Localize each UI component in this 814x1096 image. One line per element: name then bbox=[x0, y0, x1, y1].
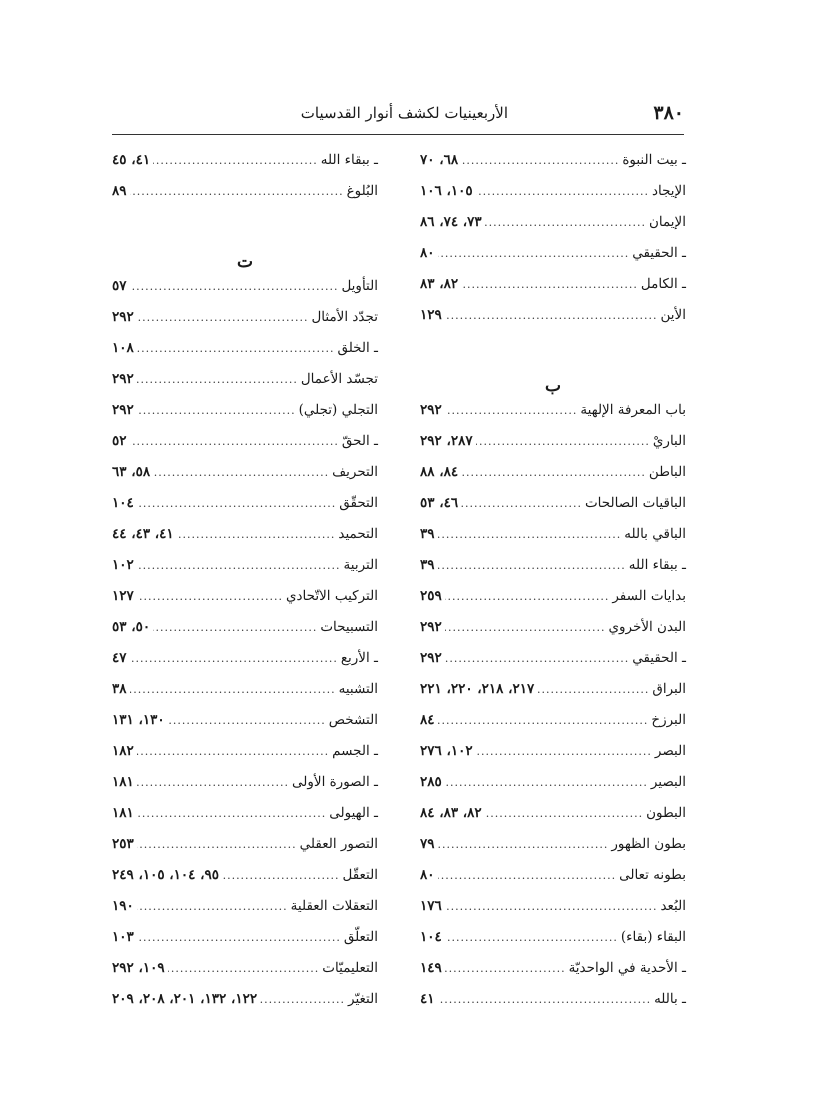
index-page-refs: ٧٣، ٧٤، ٨٦ bbox=[420, 214, 482, 230]
index-term: التعلّق bbox=[343, 929, 378, 945]
index-term: بدايات السفر bbox=[612, 588, 686, 604]
index-entry bbox=[420, 433, 686, 464]
index-page-refs: ١٢٧ bbox=[112, 588, 134, 604]
index-term: ـ الصورة الأولى bbox=[291, 774, 378, 790]
dot-leader bbox=[438, 247, 630, 260]
index-entry bbox=[420, 898, 686, 929]
dot-leader bbox=[438, 869, 617, 882]
index-term: البصير bbox=[650, 774, 686, 790]
index-term: ـ الحقيقي bbox=[632, 245, 686, 261]
index-page-refs: ٤٦، ٥٣ bbox=[420, 495, 459, 511]
index-entry bbox=[420, 588, 686, 619]
index-page-refs: ١٠٤ bbox=[112, 495, 134, 511]
index-column-left bbox=[112, 152, 378, 1022]
index-entry bbox=[112, 681, 378, 712]
index-entry bbox=[420, 743, 686, 774]
index-term: ـ ببقاء الله bbox=[320, 152, 378, 168]
dot-leader bbox=[137, 342, 335, 355]
dot-leader bbox=[130, 280, 339, 293]
index-entry bbox=[112, 805, 378, 836]
index-entry bbox=[112, 309, 378, 340]
index-term: ـ الكامل bbox=[640, 276, 686, 292]
index-entry bbox=[112, 898, 378, 929]
index-entry bbox=[420, 183, 686, 214]
index-entry bbox=[112, 340, 378, 371]
index-page-refs: ٤١، ٤٣، ٤٤ bbox=[112, 526, 174, 542]
dot-leader bbox=[461, 466, 646, 479]
index-page-refs: ١٤٩ bbox=[420, 960, 442, 976]
index-entry bbox=[112, 650, 378, 681]
running-title: الأربعينيات لكشف أنوار القدسيات bbox=[300, 104, 508, 122]
dot-leader bbox=[130, 435, 339, 448]
index-page-refs: ٢١٧، ٢١٨، ٢٢٠، ٢٢١ bbox=[420, 681, 535, 697]
dot-leader bbox=[153, 154, 318, 167]
index-page-refs: ٨٤ bbox=[420, 712, 435, 728]
index-entry bbox=[420, 650, 686, 681]
index-page-refs: ١٢٢، ١٣٢، ٢٠١، ٢٠٨، ٢٠٩ bbox=[112, 991, 258, 1007]
index-entry bbox=[112, 152, 378, 183]
index-page-refs: ٥٢ bbox=[112, 433, 127, 449]
dot-leader bbox=[476, 185, 649, 198]
index-page-refs: ٢٩٢ bbox=[112, 309, 134, 325]
index-page-refs: ٩٥، ١٠٤، ١٠٥، ٢٤٩ bbox=[112, 867, 219, 883]
dot-leader bbox=[461, 154, 619, 167]
index-page-refs: ٢٩٢ bbox=[420, 650, 442, 666]
index-entry bbox=[112, 619, 378, 650]
index-entry bbox=[112, 433, 378, 464]
index-term: ـ ببقاء الله bbox=[628, 557, 686, 573]
dot-leader bbox=[461, 278, 638, 291]
index-page-refs: ١٠٩، ٢٩٢ bbox=[112, 960, 165, 976]
index-term: الإيمان bbox=[648, 214, 686, 230]
index-entry bbox=[420, 276, 686, 307]
index-page-refs: ١٣٠، ١٣١ bbox=[112, 712, 165, 728]
index-entry bbox=[112, 495, 378, 526]
index-term: البرزخ bbox=[651, 712, 686, 728]
dot-leader bbox=[537, 683, 649, 696]
dot-leader bbox=[137, 373, 298, 386]
index-entry bbox=[112, 774, 378, 805]
dot-leader bbox=[137, 497, 336, 510]
dot-leader bbox=[485, 807, 643, 820]
index-entry bbox=[112, 278, 378, 309]
index-term: البقاء (بقاء) bbox=[620, 929, 686, 945]
index-page-refs: ٣٩ bbox=[420, 557, 435, 573]
index-term: الباطن bbox=[648, 464, 686, 480]
dot-leader bbox=[130, 652, 338, 665]
index-page-refs: ٤١ bbox=[420, 991, 435, 1007]
dot-leader bbox=[137, 838, 297, 851]
dot-leader bbox=[445, 776, 648, 789]
index-page-refs: ٨٤، ٨٨ bbox=[420, 464, 459, 480]
index-entry bbox=[420, 774, 686, 805]
dot-leader bbox=[438, 714, 649, 727]
index-entry bbox=[112, 929, 378, 960]
index-entry bbox=[420, 245, 686, 276]
index-term: التصور العقلي bbox=[299, 836, 378, 852]
index-page-refs: ٢٨٥ bbox=[420, 774, 442, 790]
index-page-refs: ١٠٢، ٢٧٦ bbox=[420, 743, 473, 759]
dot-leader bbox=[137, 311, 309, 324]
dot-leader bbox=[445, 590, 610, 603]
dot-leader bbox=[445, 309, 658, 322]
index-page-refs: ٨٢، ٨٣ bbox=[420, 276, 459, 292]
index-term: ـ الجسم bbox=[332, 743, 378, 759]
index-entry bbox=[420, 619, 686, 650]
index-page-refs: ١٠٥، ١٠٦ bbox=[420, 183, 473, 199]
index-entry bbox=[420, 929, 686, 960]
index-entry bbox=[112, 371, 378, 402]
index-term: باب المعرفة الإلهية bbox=[580, 402, 686, 418]
index-entry bbox=[112, 991, 378, 1022]
dot-leader bbox=[445, 621, 606, 634]
index-entry bbox=[112, 183, 378, 214]
index-page-refs: ١٠٤ bbox=[420, 929, 442, 945]
index-page-refs: ٧٩ bbox=[420, 836, 435, 852]
dot-leader bbox=[130, 185, 344, 198]
index-page-refs: ٦٨، ٧٠ bbox=[420, 152, 459, 168]
index-term: ـ بالله bbox=[654, 991, 686, 1007]
dot-leader bbox=[260, 993, 345, 1006]
index-entry bbox=[420, 152, 686, 183]
index-term: الباقي بالله bbox=[624, 526, 686, 542]
index-entry bbox=[420, 712, 686, 743]
index-term: ـ الأربع bbox=[340, 650, 378, 666]
index-entry bbox=[112, 960, 378, 991]
index-term: البُلوغ bbox=[346, 183, 378, 199]
index-page-refs: ٥٠، ٥٣ bbox=[112, 619, 151, 635]
index-page-refs: ٣٩ bbox=[420, 526, 435, 542]
index-page-refs: ١٨١ bbox=[112, 774, 134, 790]
section-heading: ت bbox=[236, 252, 253, 272]
index-page-refs: ٣٨ bbox=[112, 681, 127, 697]
index-term: تجدّد الأمثال bbox=[311, 309, 378, 325]
dot-leader bbox=[476, 435, 650, 448]
dot-leader bbox=[137, 404, 296, 417]
index-term: البطون bbox=[646, 805, 686, 821]
index-entry bbox=[112, 588, 378, 619]
page-number: ٣٨٠ bbox=[653, 102, 684, 124]
index-term: بطونه تعالى bbox=[619, 867, 686, 883]
index-page-refs: ١٨١ bbox=[112, 805, 134, 821]
index-term: التعقلات العقلية bbox=[290, 898, 378, 914]
dot-leader bbox=[445, 900, 658, 913]
index-page-refs: ٢٩٢ bbox=[112, 371, 134, 387]
index-entry bbox=[420, 960, 686, 991]
index-page-refs: ٤٧ bbox=[112, 650, 127, 666]
index-term: البصر bbox=[654, 743, 686, 759]
dot-leader bbox=[168, 962, 320, 975]
dot-leader bbox=[438, 559, 626, 572]
dot-leader bbox=[222, 869, 339, 882]
index-entry bbox=[420, 214, 686, 245]
dot-leader bbox=[445, 962, 566, 975]
index-entry bbox=[420, 402, 686, 433]
index-term: التحميد bbox=[338, 526, 378, 542]
dot-leader bbox=[137, 745, 329, 758]
dot-leader bbox=[168, 714, 326, 727]
dot-leader bbox=[438, 528, 622, 541]
index-page-refs: ١٧٦ bbox=[420, 898, 442, 914]
dot-leader bbox=[476, 745, 652, 758]
index-entry bbox=[112, 464, 378, 495]
index-entry bbox=[112, 867, 378, 898]
index-page-refs: ٨٠ bbox=[420, 867, 435, 883]
section-spacer bbox=[420, 338, 686, 358]
index-term: التعليميّات bbox=[322, 960, 378, 976]
index-term: البُعد bbox=[660, 898, 686, 914]
dot-leader bbox=[137, 590, 283, 603]
dot-leader bbox=[438, 993, 652, 1006]
index-term: التربية bbox=[343, 557, 378, 573]
index-entry bbox=[112, 743, 378, 774]
index-entry bbox=[420, 495, 686, 526]
dot-leader bbox=[461, 497, 582, 510]
index-term: التسبيحات bbox=[320, 619, 378, 635]
index-term: تجسّد الأعمال bbox=[300, 371, 378, 387]
index-term: الإيجاد bbox=[651, 183, 686, 199]
index-term: التحريف bbox=[332, 464, 378, 480]
index-entry bbox=[112, 557, 378, 588]
dot-leader bbox=[137, 931, 341, 944]
index-term: التعقّل bbox=[342, 867, 378, 883]
index-page-refs: ٢٩٢ bbox=[112, 402, 134, 418]
index-page-refs: ٤١، ٤٥ bbox=[112, 152, 151, 168]
index-page-refs: ٢٨٧، ٢٩٢ bbox=[420, 433, 473, 449]
dot-leader bbox=[438, 838, 609, 851]
index-term: التغيّر bbox=[348, 991, 378, 1007]
index-entry bbox=[420, 557, 686, 588]
index-page-refs: ٨٠ bbox=[420, 245, 435, 261]
index-page-refs: ٨٢، ٨٣، ٨٤ bbox=[420, 805, 482, 821]
index-page-refs: ٢٥٣ bbox=[112, 836, 134, 852]
dot-leader bbox=[130, 683, 336, 696]
index-term: التجلي (تجلي) bbox=[298, 402, 378, 418]
index-term: التشبيه bbox=[338, 681, 378, 697]
index-entry bbox=[420, 681, 686, 712]
index-page-refs: ١٠٢ bbox=[112, 557, 134, 573]
index-term: التحقّق bbox=[339, 495, 378, 511]
index-page-refs: ١٩٠ bbox=[112, 898, 134, 914]
dot-leader bbox=[137, 776, 289, 789]
index-term: ـ الأحدية في الواحديّة bbox=[568, 960, 686, 976]
index-term: ـ الهيولى bbox=[329, 805, 378, 821]
dot-leader bbox=[445, 404, 578, 417]
index-page-refs: ٢٩٢ bbox=[420, 402, 442, 418]
dot-leader bbox=[137, 807, 326, 820]
index-term: ـ بيت النبوة bbox=[622, 152, 686, 168]
index-page-refs: ١٠٣ bbox=[112, 929, 134, 945]
index-page-refs: ٢٩٢ bbox=[420, 619, 442, 635]
index-entry bbox=[420, 836, 686, 867]
dot-leader bbox=[153, 621, 317, 634]
index-entry bbox=[420, 805, 686, 836]
index-term: التشخص bbox=[328, 712, 378, 728]
index-entry bbox=[420, 991, 686, 1022]
dot-leader bbox=[153, 466, 329, 479]
index-entry bbox=[112, 836, 378, 867]
section-spacer bbox=[112, 214, 378, 234]
index-term: ـ الحقيقي bbox=[632, 650, 686, 666]
index-page-refs: ٥٧ bbox=[112, 278, 127, 294]
index-page-refs: ٢٥٩ bbox=[420, 588, 442, 604]
index-term: ـ الخلق bbox=[337, 340, 378, 356]
dot-leader bbox=[137, 559, 341, 572]
index-entry bbox=[420, 307, 686, 338]
index-entry bbox=[112, 526, 378, 557]
index-entry bbox=[420, 464, 686, 495]
index-term: التأويل bbox=[341, 278, 378, 294]
index-term: الأين bbox=[660, 307, 686, 323]
index-page-refs: ٨٩ bbox=[112, 183, 127, 199]
index-term: الباريْ bbox=[652, 433, 686, 449]
index-term: الباقيات الصالحات bbox=[584, 495, 686, 511]
index-entry bbox=[112, 402, 378, 433]
index-page-refs: ١٠٨ bbox=[112, 340, 134, 356]
index-entry bbox=[420, 526, 686, 557]
index-column-right bbox=[420, 152, 686, 1022]
dot-leader bbox=[137, 900, 288, 913]
dot-leader bbox=[485, 216, 646, 229]
page-header bbox=[112, 102, 684, 128]
dot-leader bbox=[177, 528, 336, 541]
index-page-refs: ١٨٢ bbox=[112, 743, 134, 759]
index-entry bbox=[112, 712, 378, 743]
index-term: التركيب الاتّحادي bbox=[285, 588, 378, 604]
header-rule bbox=[112, 134, 684, 135]
index-entry bbox=[420, 867, 686, 898]
index-term: البراق bbox=[652, 681, 686, 697]
index-term: البدن الأخروي bbox=[608, 619, 686, 635]
index-page-refs: ١٢٩ bbox=[420, 307, 442, 323]
index-term: بطون الظهور bbox=[611, 836, 686, 852]
dot-leader bbox=[445, 652, 629, 665]
section-heading: ب bbox=[544, 376, 561, 396]
index-page-refs: ٥٨، ٦٣ bbox=[112, 464, 151, 480]
dot-leader bbox=[445, 931, 618, 944]
index-term: ـ الحقّ bbox=[341, 433, 378, 449]
